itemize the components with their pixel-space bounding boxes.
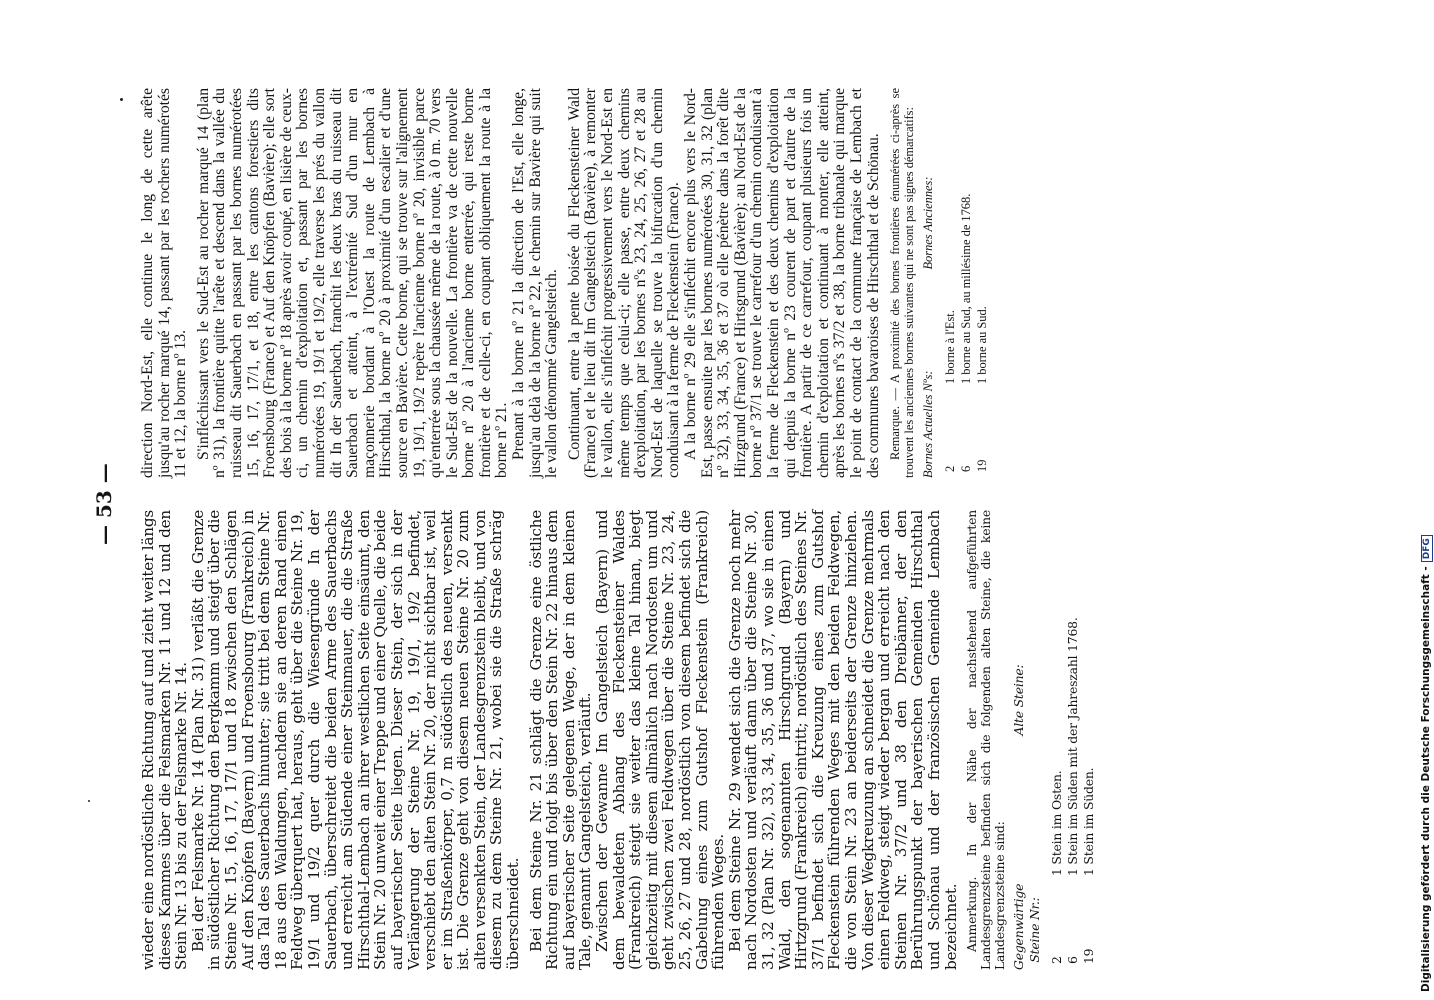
german-paragraph: Bei der Felsmarke Nr. 14 (Plan Nr. 31) verläßt die Grenze in südöstlicher Richtung den Bergkamm und steigt über die Steine Nr. 15, 16, 17, 17/1 und 18 zwischen den Schlägen Auf den Knöpfen (Bayern) und Froensbourg (Frankreich) in das Tal des Sauerbachs hinunter; sie tritt bei dem Steine Nr. 18 aus den Waldungen, nachdem sie an deren Rand einen Feldweg überquert hat, heraus, geht über die Steine Nr. 19, 19/1 und 19/2 quer durch die Wiesengründe In der Sauerbach, überschreitet die beiden Arme des Sauerbachs und erreicht am Südende einer Steinmauer, die die Straße Hirschthal-Lembach an ihrer westlichen Seite einsäumt, den Stein Nr. 20 unweit einer Treppe und einer Quelle, die beide auf bayerischer Seite liegen. Dieser Stein, der sich in der Verlängerung der Steine Nr. 19, 19/1, 19/2 befindet, verschiebt den alten Stein Nr. 20, der nicht sichtbar ist, weil er im Straßenkörper, 0,7 m südöstlich des neuen, versenkt ist. Die Grenze geht von diesem neuen Steine Nr. 20 zum alten versenkten Stein, der Landesgrenzstein bleibt, und von diesem zu dem Steine Nr. 21, wobei sie die Straße schräg überschneidet. [188, 510, 523, 970]
french-paragraph: S'infléchissant vers le Sud-Est au rocher marqué 14 (plan nº 31), la frontière quitte l'arête et descend dans la vallée du ruisseau dit Sauerbach en passant par les bornes numérotées 15, 16, 17, 17/1, et 18, entre les cantons forestiers dits Froensbourg (France) et Auf den Knöpfen (Bavière); elle sort des bois à la borne nº 18 après avoir coupé, en lisière de ceux-ci, un chemin d'exploitation et, passant par les bornes numérotées 19, 19/1 et 19/2, elle traverse les prés du vallon dit In der Sauerbach, franchit les deux bras du ruisseau dit Sauerbach et atteint, à l'extrémité Sud d'un mur en maçonnerie bordant à l'Ouest la route de Lembach à Hirschthal, la borne nº 20 à proximité d'un escalier et d'une source en Bavière. Cette borne, qui se trouve sur l'alignement 19, 19/1, 19/2 repère l'ancienne borne nº 20, invisible parce qu'enterrée sous la chaussée même de la route, à 0 m. 70 vers le Sud-Est de la nouvelle. La frontière va de cette nouvelle borne nº 20 à l'ancienne borne enterrée, qui reste borne frontière et de celle-ci, en coupant obliquement la route à la borne nº 21. [194, 88, 511, 478]
table-row [1049, 510, 1065, 970]
scan-speck [120, 98, 123, 101]
french-paragraph: direction Nord-Est, elle continue le long de cette arête jusqu'au rocher marqué 14, passant par les rochers numérotés 11 et 12, la borne nº 13. [139, 88, 190, 478]
table-header: Bornes Anciennes: [921, 176, 936, 270]
table-cell: 1 borne au Sud. [975, 306, 990, 384]
table-row [1065, 510, 1081, 970]
table-header: Gegenwärtige Steine Nr.: [1011, 883, 1043, 970]
table-cell: 2 [1049, 956, 1065, 964]
french-column [140, 88, 990, 478]
french-paragraph: A la borne nº 29 elle s'infléchit encore plus vers le Nord-Est, passe ensuite par les bornes numérotées 30, 31, 32 (plan nº 32), 33, 34, 35, 36 et 37 où elle pénètre dans la forêt dite Hirzgrund (France) et Hirtsgrund (Bavière); au Nord-Est de la borne nº 37/1 se trouve le carrefour d'un chemin conduisant à la ferme de Fleckenstein et des deux chemins d'exploitation qui depuis la borne nº 23 courent de part et d'autre de la frontière. A partir de ce carrefour, coupant plusieurs fois un chemin d'exploitation et continuant à monter, elle atteint, après les bornes nºs 37/2 et 38, la borne tribanale qui marque le point de contact de la commune française de Lembach et des communes bavaroises de Hirschthal et de Schönau. [682, 88, 882, 478]
german-note: Anmerkung. In der Nähe der nachstehend aufgeführten Landesgrenzsteine befinden sich die folgenden alten Steine, die keine Landesgrenzsteine sind: [964, 510, 1008, 970]
table-cell: 6 [1065, 956, 1081, 964]
table-row [942, 88, 958, 478]
german-paragraph: Zwischen der Gewanne Im Gangelsteich (Bayern) und dem bewaldeten Abhang des Fleckensteiner Waldes (Frankreich) steigt sie weiter das kleine Tal hinan, biegt gleichzeitig mit diesem allmählich nach Nordosten um und geht zwischen zwei Feldwegen über die Steine Nr. 23, 24, 25, 26, 27 und 28, nordöstlich von diesem befindet sich die Gabelung eines zum Gutshof Fleckenstein (Frankreich) führenden Weges. [593, 510, 728, 970]
dfg-logo: DFG [1421, 535, 1433, 562]
french-note: Remarque. — A proximité des bornes frontières énumérées ci-après se trouvent les anciennes bornes suivantes qui ne sont pas signes démarcatifs: [888, 88, 917, 478]
table-header: Bornes Actuelles Nºs: [921, 370, 936, 478]
page-number: — 53 — [92, 463, 116, 545]
french-paragraph: Continuant, entre la pente boisée du Fleckensteiner Wald (France) et le lieu dit Im Gangelsteich (Bavière), à remonter le vallon, elle s'infléchit progressivement vers le Nord-Est en même temps que celui-ci; elle passe, entre deux chemins d'exploitation, par les bornes nºs 23, 24, 25, 26, 27 et 28 au Nord-Est de laquelle se trouve la bifurcation d'un chemin conduisant à la ferme de Fleckenstein (France). [565, 88, 683, 478]
scan-speck [88, 800, 90, 802]
german-stone-table [1011, 510, 1097, 970]
table-cell: 1 borne au Sud, au millésime de 1768. [959, 193, 974, 384]
credit-text: Digitalisierung gefördert durch die Deutsche Forschungsgemeinschaft - [1420, 566, 1432, 992]
german-column [140, 510, 1097, 970]
table-row [974, 88, 990, 478]
table-cell: 1 borne à l'Est. [943, 310, 958, 384]
table-cell: 2 [943, 465, 958, 472]
french-paragraph: Prenant à la borne nº 21 la direction de l'Est, elle longe, jusqu'au delà de la borne nº 22, le chemin sur Bavière qui suit le vallon dénommé Gangelsteich. [510, 88, 561, 478]
table-header: Alte Steine: [1011, 664, 1027, 736]
table-cell: 1 Stein im Osten. [1049, 770, 1065, 876]
table-cell: 6 [959, 465, 974, 472]
table-cell: 19 [1081, 948, 1097, 964]
german-paragraph: Bei dem Steine Nr. 29 wendet sich die Grenze noch mehr nach Nordosten und verläuft dann über die Steine Nr. 30, 31, 32 (Plan Nr. 32), 33, 34, 35, 36 und 37, wo sie in einen Wald, den sogenannten Hirschgrund (Bayern) und Hirtzgrund (Frankreich) eintritt; nordöstlich des Steines Nr. 37/1 befindet sich die Kreuzung eines zum Gutshof Fleckenstein führenden Weges mit den beiden Feldwegen, die von Stein Nr. 23 an beiderseits der Grenze hinziehen. Von dieser Wegkreuzung an schneidet die Grenze mehrmals einen Feldweg, steigt wieder bergan und erreicht nach den Steinen Nr. 37/2 und 38 den Dreibänner, der den Berührungspunkt der bayerischen Gemeinden Hirschthal und Schönau und der französischen Gemeinde Lembach bezeichnet. [725, 510, 960, 970]
digitization-credit [1420, 535, 1433, 992]
table-cell: 1 Stein im Süden mit der Jahreszahl 1768. [1065, 617, 1081, 876]
german-paragraph: Bei dem Steine Nr. 21 schlägt die Grenze eine östliche Richtung ein und folgt bis über den Stein Nr. 22 hinaus dem auf bayerischer Seite gelegenen Wege, der in dem kleinen Tale, genannt Gangelsteich, verläuft. [526, 510, 595, 970]
german-paragraph: wieder eine nordöstliche Richtung auf und zieht weiter längs dieses Kammes über die Felsmarken Nr. 11 und 12 und den Stein Nr. 13 bis zu der Felsmarke Nr. 14. [139, 510, 191, 970]
table-cell: 1 Stein im Süden. [1081, 767, 1097, 876]
table-cell: 19 [975, 459, 990, 472]
table-row [958, 88, 974, 478]
table-row [1081, 510, 1097, 970]
french-stone-table [920, 88, 990, 478]
